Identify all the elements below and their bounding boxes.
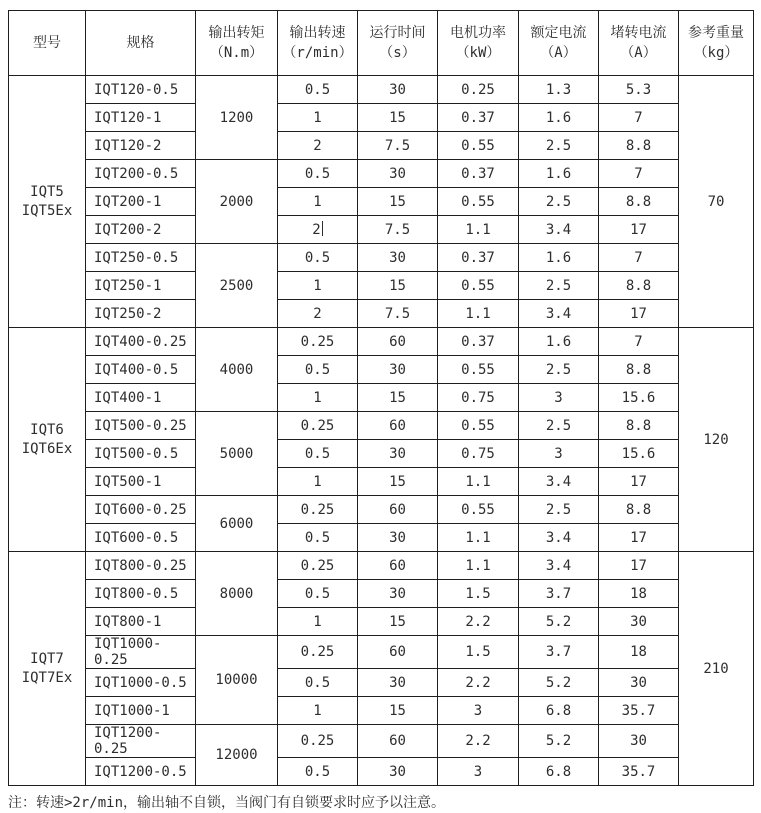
rated-current-cell: 6.8 xyxy=(519,697,599,725)
table-row xyxy=(9,552,754,580)
speed-cell: 0.25 xyxy=(278,412,358,440)
speed-cell: 1 xyxy=(278,272,358,300)
column-header: 额定电流 （A） xyxy=(519,11,599,76)
spec-cell: IQT600-0.25 xyxy=(86,496,196,524)
speed-cell: 2 xyxy=(278,300,358,328)
rated-current-cell: 1.3 xyxy=(519,76,599,104)
speed-cell: 1 xyxy=(278,384,358,412)
power-cell: 1.1 xyxy=(438,300,519,328)
stall-current-cell: 18 xyxy=(599,580,679,608)
time-cell: 60 xyxy=(358,328,438,356)
stall-current-cell: 17 xyxy=(599,300,679,328)
speed-cell: 0.25 xyxy=(278,636,358,669)
torque-cell: 12000 xyxy=(196,725,278,786)
time-cell: 15 xyxy=(358,468,438,496)
power-cell: 0.75 xyxy=(438,384,519,412)
model-cell: IQT6 IQT6Ex xyxy=(9,328,86,552)
spec-cell: IQT1200-0.5 xyxy=(86,758,196,786)
power-cell: 0.37 xyxy=(438,328,519,356)
table-row xyxy=(9,328,754,356)
table-row xyxy=(9,272,754,300)
rated-current-cell: 3.4 xyxy=(519,524,599,552)
spec-cell: IQT1000-0.25 xyxy=(86,636,196,669)
speed-cell: 0.5 xyxy=(278,580,358,608)
stall-current-cell: 7 xyxy=(599,328,679,356)
rated-current-cell: 3 xyxy=(519,384,599,412)
torque-cell: 1200 xyxy=(196,76,278,160)
table-row xyxy=(9,440,754,468)
spec-cell: IQT1000-1 xyxy=(86,697,196,725)
time-cell: 60 xyxy=(358,552,438,580)
time-cell: 15 xyxy=(358,608,438,636)
torque-cell: 2500 xyxy=(196,244,278,328)
spec-cell: IQT800-1 xyxy=(86,608,196,636)
spec-cell: IQT200-2 xyxy=(86,216,196,244)
power-cell: 1.1 xyxy=(438,524,519,552)
spec-cell: IQT250-2 xyxy=(86,300,196,328)
stall-current-cell: 35.7 xyxy=(599,697,679,725)
rated-current-cell: 5.2 xyxy=(519,608,599,636)
model-cell: IQT7 IQT7Ex xyxy=(9,552,86,786)
speed-cell: 0.25 xyxy=(278,496,358,524)
stall-current-cell: 18 xyxy=(599,636,679,669)
table-row xyxy=(9,76,754,104)
time-cell: 30 xyxy=(358,76,438,104)
table-row xyxy=(9,697,754,725)
speed-cell: 0.5 xyxy=(278,160,358,188)
speed-cell: 0.25 xyxy=(278,725,358,758)
table-row xyxy=(9,188,754,216)
rated-current-cell: 3 xyxy=(519,440,599,468)
spec-cell: IQT1000-0.5 xyxy=(86,669,196,697)
power-cell: 0.37 xyxy=(438,244,519,272)
table-row xyxy=(9,104,754,132)
spec-cell: IQT600-0.5 xyxy=(86,524,196,552)
stall-current-cell: 7 xyxy=(599,104,679,132)
speed-cell: 1 xyxy=(278,697,358,725)
column-header: 运行时间 （s） xyxy=(358,11,438,76)
spec-cell: IQT120-2 xyxy=(86,132,196,160)
power-cell: 1.1 xyxy=(438,468,519,496)
time-cell: 60 xyxy=(358,725,438,758)
time-cell: 30 xyxy=(358,440,438,468)
speed-cell: 0.5 xyxy=(278,758,358,786)
stall-current-cell: 30 xyxy=(599,669,679,697)
table-row xyxy=(9,496,754,524)
column-header: 型号 xyxy=(9,11,86,76)
time-cell: 7.5 xyxy=(358,132,438,160)
column-header: 输出转矩 （N.m） xyxy=(196,11,278,76)
power-cell: 0.55 xyxy=(438,496,519,524)
power-cell: 1.1 xyxy=(438,216,519,244)
model-cell: IQT5 IQT5Ex xyxy=(9,76,86,328)
table-row xyxy=(9,669,754,697)
power-cell: 2.2 xyxy=(438,669,519,697)
speed-cell: 0.5 xyxy=(278,440,358,468)
actuator-spec-table xyxy=(8,10,754,786)
torque-cell: 8000 xyxy=(196,552,278,636)
table-row xyxy=(9,468,754,496)
spec-cell: IQT400-1 xyxy=(86,384,196,412)
power-cell: 2.2 xyxy=(438,725,519,758)
time-cell: 30 xyxy=(358,160,438,188)
stall-current-cell: 17 xyxy=(599,468,679,496)
spec-cell: IQT400-0.5 xyxy=(86,356,196,384)
time-cell: 30 xyxy=(358,758,438,786)
stall-current-cell: 7 xyxy=(599,244,679,272)
torque-cell: 6000 xyxy=(196,496,278,552)
speed-cell: 0.5 xyxy=(278,244,358,272)
rated-current-cell: 1.6 xyxy=(519,244,599,272)
stall-current-cell: 7 xyxy=(599,160,679,188)
rated-current-cell: 3.4 xyxy=(519,216,599,244)
time-cell: 30 xyxy=(358,580,438,608)
speed-cell: 0.5 xyxy=(278,524,358,552)
stall-current-cell: 30 xyxy=(599,608,679,636)
power-cell: 0.37 xyxy=(438,104,519,132)
stall-current-cell: 35.7 xyxy=(599,758,679,786)
stall-current-cell: 8.8 xyxy=(599,412,679,440)
header-row xyxy=(9,11,754,76)
power-cell: 0.55 xyxy=(438,188,519,216)
time-cell: 15 xyxy=(358,384,438,412)
table-row xyxy=(9,160,754,188)
time-cell: 15 xyxy=(358,104,438,132)
table-row xyxy=(9,636,754,669)
power-cell: 0.55 xyxy=(438,272,519,300)
rated-current-cell: 2.5 xyxy=(519,412,599,440)
torque-cell: 2000 xyxy=(196,160,278,244)
time-cell: 7.5 xyxy=(358,300,438,328)
table-row xyxy=(9,758,754,786)
column-header: 电机功率 （kW） xyxy=(438,11,519,76)
speed-cell: 0.25 xyxy=(278,328,358,356)
rated-current-cell: 2.5 xyxy=(519,496,599,524)
table-row xyxy=(9,132,754,160)
table-row xyxy=(9,580,754,608)
text-cursor xyxy=(322,221,323,236)
table-row xyxy=(9,524,754,552)
power-cell: 3 xyxy=(438,758,519,786)
spec-cell: IQT200-1 xyxy=(86,188,196,216)
stall-current-cell: 15.6 xyxy=(599,440,679,468)
time-cell: 30 xyxy=(358,244,438,272)
rated-current-cell: 2.5 xyxy=(519,188,599,216)
speed-cell: 2 xyxy=(278,216,358,244)
table-header xyxy=(9,11,754,76)
time-cell: 30 xyxy=(358,524,438,552)
spec-cell: IQT800-0.25 xyxy=(86,552,196,580)
footnote: 注：转速>2r/min，输出轴不自锁，当阀门有自锁要求时应予以注意。 xyxy=(8,795,445,811)
table-row xyxy=(9,216,754,244)
power-cell: 0.55 xyxy=(438,132,519,160)
time-cell: 15 xyxy=(358,188,438,216)
table-row xyxy=(9,725,754,758)
rated-current-cell: 1.6 xyxy=(519,160,599,188)
power-cell: 1.5 xyxy=(438,636,519,669)
table-row xyxy=(9,356,754,384)
table-row xyxy=(9,244,754,272)
power-cell: 0.75 xyxy=(438,440,519,468)
speed-cell: 2 xyxy=(278,132,358,160)
power-cell: 0.37 xyxy=(438,160,519,188)
speed-cell: 0.25 xyxy=(278,552,358,580)
time-cell: 60 xyxy=(358,496,438,524)
rated-current-cell: 3.7 xyxy=(519,636,599,669)
rated-current-cell: 2.5 xyxy=(519,356,599,384)
stall-current-cell: 8.8 xyxy=(599,132,679,160)
table-row xyxy=(9,608,754,636)
spec-cell: IQT800-0.5 xyxy=(86,580,196,608)
rated-current-cell: 3.4 xyxy=(519,300,599,328)
speed-cell: 1 xyxy=(278,608,358,636)
power-cell: 2.2 xyxy=(438,608,519,636)
power-cell: 3 xyxy=(438,697,519,725)
power-cell: 1.5 xyxy=(438,580,519,608)
stall-current-cell: 8.8 xyxy=(599,356,679,384)
table-row xyxy=(9,384,754,412)
rated-current-cell: 3.4 xyxy=(519,468,599,496)
weight-cell: 70 xyxy=(679,76,754,328)
stall-current-cell: 30 xyxy=(599,725,679,758)
stall-current-cell: 17 xyxy=(599,552,679,580)
stall-current-cell: 8.8 xyxy=(599,272,679,300)
speed-cell: 0.5 xyxy=(278,669,358,697)
rated-current-cell: 3.7 xyxy=(519,580,599,608)
stall-current-cell: 8.8 xyxy=(599,188,679,216)
rated-current-cell: 1.6 xyxy=(519,328,599,356)
time-cell: 15 xyxy=(358,697,438,725)
column-header: 输出转速 （r/min） xyxy=(278,11,358,76)
weight-cell: 210 xyxy=(679,552,754,786)
torque-cell: 5000 xyxy=(196,412,278,496)
speed-cell: 1 xyxy=(278,188,358,216)
stall-current-cell: 17 xyxy=(599,524,679,552)
speed-cell: 0.5 xyxy=(278,76,358,104)
time-cell: 15 xyxy=(358,272,438,300)
time-cell: 7.5 xyxy=(358,216,438,244)
rated-current-cell: 3.4 xyxy=(519,552,599,580)
spec-cell: IQT500-0.5 xyxy=(86,440,196,468)
torque-cell: 4000 xyxy=(196,328,278,412)
spec-cell: IQT120-0.5 xyxy=(86,76,196,104)
weight-cell: 120 xyxy=(679,328,754,552)
rated-current-cell: 5.2 xyxy=(519,725,599,758)
time-cell: 30 xyxy=(358,669,438,697)
time-cell: 60 xyxy=(358,412,438,440)
power-cell: 0.55 xyxy=(438,412,519,440)
table-row xyxy=(9,412,754,440)
torque-cell: 10000 xyxy=(196,636,278,725)
stall-current-cell: 15.6 xyxy=(599,384,679,412)
spec-cell: IQT200-0.5 xyxy=(86,160,196,188)
spec-cell: IQT120-1 xyxy=(86,104,196,132)
speed-cell: 1 xyxy=(278,468,358,496)
stall-current-cell: 17 xyxy=(599,216,679,244)
power-cell: 1.1 xyxy=(438,552,519,580)
table-row xyxy=(9,300,754,328)
speed-cell: 1 xyxy=(278,104,358,132)
rated-current-cell: 1.6 xyxy=(519,104,599,132)
speed-cell: 0.5 xyxy=(278,356,358,384)
rated-current-cell: 5.2 xyxy=(519,669,599,697)
stall-current-cell: 5.3 xyxy=(599,76,679,104)
time-cell: 60 xyxy=(358,636,438,669)
rated-current-cell: 6.8 xyxy=(519,758,599,786)
spec-cell: IQT250-1 xyxy=(86,272,196,300)
spec-cell: IQT400-0.25 xyxy=(86,328,196,356)
stall-current-cell: 8.8 xyxy=(599,496,679,524)
time-cell: 30 xyxy=(358,356,438,384)
document-page xyxy=(8,10,753,813)
spec-cell: IQT500-0.25 xyxy=(86,412,196,440)
spec-cell: IQT250-0.5 xyxy=(86,244,196,272)
power-cell: 0.55 xyxy=(438,356,519,384)
rated-current-cell: 2.5 xyxy=(519,132,599,160)
rated-current-cell: 2.5 xyxy=(519,272,599,300)
spec-cell: IQT1200-0.25 xyxy=(86,725,196,758)
column-header: 参考重量 （kg） xyxy=(679,11,754,76)
spec-cell: IQT500-1 xyxy=(86,468,196,496)
table-body xyxy=(9,76,754,786)
column-header: 堵转电流 （A） xyxy=(599,11,679,76)
power-cell: 0.25 xyxy=(438,76,519,104)
column-header: 规格 xyxy=(86,11,196,76)
